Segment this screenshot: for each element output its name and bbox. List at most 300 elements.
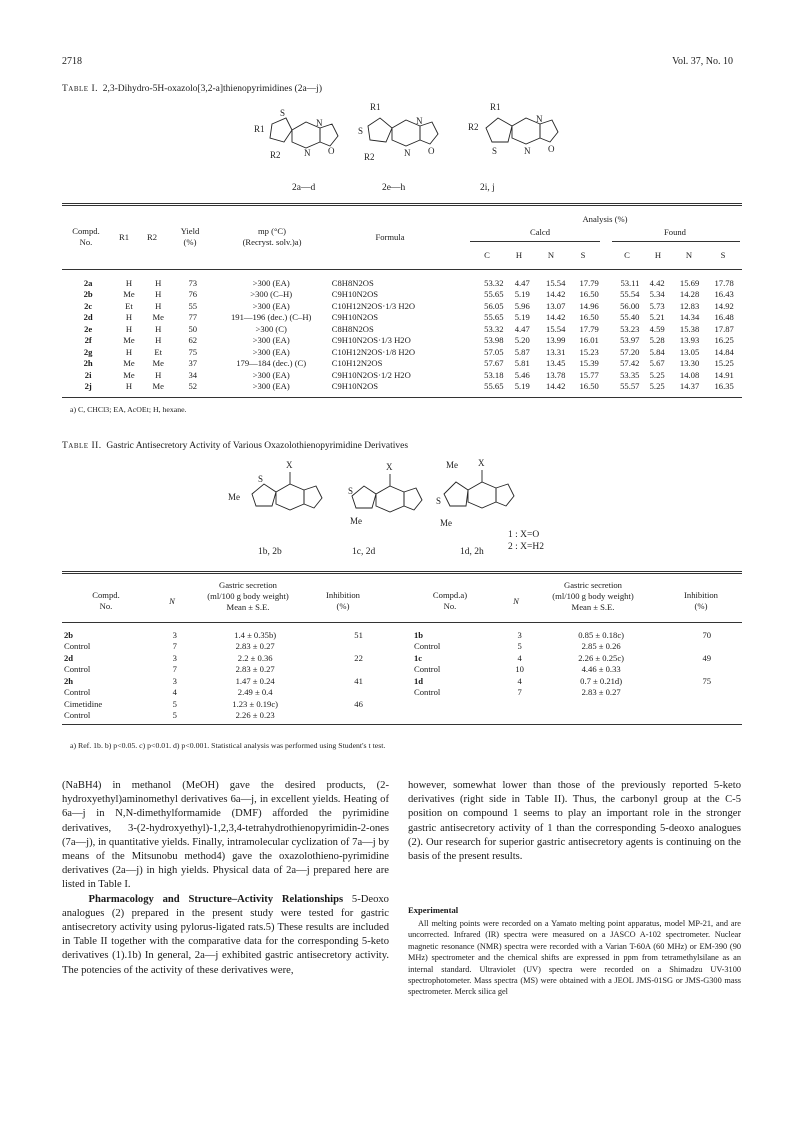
atom-label: S <box>348 486 354 496</box>
table-cell: 5 <box>172 698 177 709</box>
table-row <box>62 335 742 347</box>
body-right-column: however, somewhat lower than those of the previously reported 5-keto derivatives (right side in Table II). Thus, the carbonyl group at the C-5 position on compound 1 seems to play an important role in the stronger gastric antisecretory activity of 1 than the corresponding 5-deoxo analogues (2). Our research for superior gastric antisecretory agents is continuing on the basis of the present results. <box>408 780 741 863</box>
table-cell: 14.42 <box>546 289 566 300</box>
atom-label: N <box>316 118 323 128</box>
table-cell: 16.35 <box>714 381 734 392</box>
table-cell: 1.47 ± 0.24 <box>235 675 275 686</box>
table-cell: 55.65 <box>484 289 504 300</box>
table-cell: Control <box>414 641 441 652</box>
table-cell: Me <box>123 335 135 346</box>
table-cell: 4 <box>517 675 522 686</box>
table-cell: 13.99 <box>546 335 566 346</box>
table-cell: 5.19 <box>514 381 530 392</box>
t1-el: C <box>484 250 490 260</box>
t2-head-compd-left: Compd. No. <box>92 590 120 611</box>
legend-x-o: 1 : X=O <box>508 530 540 540</box>
t2-head-gastric-right: Gastric secretion (ml/100 g body weight) Mean ± S.E. <box>552 580 634 612</box>
table-cell: 0.7 ± 0.21d) <box>580 675 623 686</box>
t1-head-r1: R1 <box>118 232 130 242</box>
atom-label: X <box>478 458 485 468</box>
table-cell: >300 (EA) <box>252 277 290 288</box>
table-cell: 13.45 <box>546 358 566 369</box>
t1-el: N <box>547 250 555 260</box>
structure-label: 1c, 2d <box>352 547 376 557</box>
table-cell: Me <box>152 358 164 369</box>
table-cell: 53.32 <box>484 323 504 334</box>
body-left-column <box>62 779 389 978</box>
table-cell: 57.20 <box>620 346 640 357</box>
table-cell: C10H12N2OS·1/3 H2O <box>331 300 416 311</box>
table-cell: 179—184 (dec.) (C) <box>236 358 307 369</box>
table-row <box>412 629 742 641</box>
table-cell: 4.47 <box>514 277 530 288</box>
table-row <box>412 687 742 699</box>
t2-head-compd-right: Compd.a) No. <box>432 590 468 611</box>
table-cell: 5 <box>517 641 522 652</box>
table-cell: 55 <box>188 300 198 311</box>
table-cell: C8H8N2OS <box>331 277 374 288</box>
table-cell: 16.50 <box>579 312 599 323</box>
atom-label: R1 <box>490 102 501 112</box>
table-cell: 14.37 <box>679 381 700 392</box>
table-cell: 3 <box>172 629 177 640</box>
t2-head-gastric-left: Gastric secretion (ml/100 g body weight) Mean ± S.E. <box>207 580 289 612</box>
t1-head-mp: mp (°C) (Recryst. solv.)a) <box>242 226 302 247</box>
table-cell: 53.23 <box>620 323 640 334</box>
table-cell: >300 (EA) <box>252 300 290 311</box>
table-cell: 2d <box>64 652 74 663</box>
table-cell: 5.84 <box>649 346 665 357</box>
table-row <box>62 652 392 664</box>
table-cell: 2i <box>84 369 92 380</box>
table-cell: C9H10N2OS <box>331 289 379 300</box>
table-cell: 2g <box>83 346 93 357</box>
table-row <box>62 312 742 324</box>
table-cell: 2a <box>83 277 93 288</box>
atom-label: S <box>280 108 286 118</box>
table-cell: C10H12N2OS·1/8 H2O <box>331 346 416 357</box>
table-cell: 5.96 <box>514 300 530 311</box>
atom-label: S <box>358 126 364 136</box>
atom-label: N <box>416 116 423 126</box>
table-cell: 2.85 ± 0.26 <box>581 641 621 652</box>
table-cell: 3 <box>172 652 177 663</box>
table-row <box>62 698 392 710</box>
t1-head-yield: Yield (%) <box>180 226 200 247</box>
table-cell: 191—196 (dec.) (C–H) <box>230 312 312 323</box>
table-cell: 56.05 <box>484 300 504 311</box>
table-cell: 55.57 <box>620 381 640 392</box>
table-cell: 52 <box>188 381 198 392</box>
table-row <box>62 710 392 722</box>
table-cell: 4.42 <box>649 277 665 288</box>
table-cell: 16.43 <box>714 289 734 300</box>
atom-label: N <box>304 148 311 158</box>
table-row <box>412 652 742 664</box>
table-cell: >300 (C) <box>255 323 287 334</box>
table-cell: 2f <box>84 335 92 346</box>
table-cell: 5.28 <box>649 335 665 346</box>
table-cell: 2.26 ± 0.23 <box>235 710 275 721</box>
structure-label: 1b, 2b <box>258 547 282 557</box>
table1-caption-text: 2,3-Dihydro-5H-oxazolo[3,2-a]thienopyrimidines (2a—j) <box>102 84 322 94</box>
table1-structures <box>250 100 570 170</box>
table-cell: C9H10N2OS <box>331 312 379 323</box>
table-cell: H <box>125 312 133 323</box>
table-cell: 1.23 ± 0.19c) <box>232 698 279 709</box>
table2-caption-text: Gastric Antisecretory Activity of Various Oxazolothienopyrimidine Derivatives <box>106 441 409 451</box>
table-cell: H <box>125 323 133 334</box>
table-cell: 49 <box>702 652 712 663</box>
atom-label: R1 <box>254 124 265 134</box>
structure-2i-j <box>486 118 558 144</box>
table-cell: 53.98 <box>484 335 504 346</box>
table-cell: 13.78 <box>546 369 566 380</box>
table-cell: 17.79 <box>579 277 599 288</box>
table-cell: 7 <box>172 664 177 675</box>
table-cell: 15.54 <box>546 277 566 288</box>
table-cell: 14.08 <box>679 369 700 380</box>
table-cell: C9H10N2OS·1/2 H2O <box>331 369 411 380</box>
table-cell: H <box>125 381 133 392</box>
table-row <box>62 300 742 312</box>
table-cell: 14.96 <box>579 300 599 311</box>
pharmacology-text: 5-Deoxo analogues (2) prepared in the present study were tested for gastric antisecretory activity using pylorus-ligated rats.5) These results are included in Table II together with the comparative data for the corresponding 5-keto derivatives (1).1b) In general, 2a—j exhibited gastric antisecretory activity. The potencies of the activity of these derivatives were, <box>62 893 389 976</box>
table-cell: 16.25 <box>714 335 734 346</box>
table-cell: 3 <box>517 629 522 640</box>
table-cell: 16.50 <box>579 289 599 300</box>
atom-label: R2 <box>270 150 281 160</box>
table-cell: C8H8N2OS <box>331 323 374 334</box>
table-cell: 76 <box>188 289 198 300</box>
table-cell: 14.92 <box>714 300 734 311</box>
table-cell: 1d <box>414 675 424 686</box>
table2-footnote: a) Ref. 1b. b) p<0.05. c) p<0.01. d) p<0.001. Statistical analysis was performed using Student's t test. <box>70 741 386 750</box>
atom-label: R1 <box>370 102 381 112</box>
table2-left-body <box>62 629 392 721</box>
table-cell: >300 (EA) <box>252 369 290 380</box>
table-cell: 4.59 <box>649 323 665 334</box>
table-cell: 13.30 <box>679 358 700 369</box>
table-row <box>62 381 742 393</box>
table-cell: 55.65 <box>484 381 504 392</box>
experimental-heading: Experimental <box>408 905 459 915</box>
table-cell: 62 <box>188 335 198 346</box>
table-cell: >300 (EA) <box>252 381 290 392</box>
table-cell: Me <box>123 358 135 369</box>
table2-caption-label: Table II. <box>62 441 102 451</box>
table-cell: Cimetidine <box>64 698 103 709</box>
table-cell: 4 <box>172 687 177 698</box>
table-cell: 56.00 <box>620 300 640 311</box>
t1-el: H <box>515 250 523 260</box>
t1-head-calcd: Calcd <box>529 227 551 237</box>
table-cell: 53.32 <box>484 277 504 288</box>
table-cell: 14.28 <box>679 289 700 300</box>
table-cell: 5.34 <box>649 289 665 300</box>
table-cell: 14.84 <box>714 346 734 357</box>
table-cell: 37 <box>188 358 198 369</box>
atom-label: N <box>536 114 543 124</box>
table-cell: 55.65 <box>484 312 504 323</box>
table-cell: 14.42 <box>546 312 566 323</box>
table-cell: 14.34 <box>679 312 700 323</box>
table-cell: 4 <box>517 652 522 663</box>
table-cell: 53.35 <box>620 369 640 380</box>
table-cell: 5.19 <box>514 312 530 323</box>
atom-label: X <box>386 462 393 472</box>
table-cell: >300 (EA) <box>252 335 290 346</box>
table-cell: H <box>155 289 162 300</box>
table-cell: 41 <box>354 675 363 686</box>
table-cell: 3 <box>172 675 177 686</box>
table-cell: 2h <box>83 358 93 369</box>
table-cell: Me <box>123 369 135 380</box>
table-row <box>412 641 742 653</box>
atom-label: Me <box>440 518 452 528</box>
table-cell: Et <box>125 300 133 311</box>
atom-label: S <box>436 496 442 506</box>
t1-el: S <box>720 250 726 260</box>
atom-label: O <box>428 146 435 156</box>
atom-label: S <box>492 146 498 156</box>
table-cell: 1b <box>414 629 424 640</box>
table-cell: 13.31 <box>546 346 566 357</box>
table-cell: 17.78 <box>714 277 734 288</box>
table-cell: 15.39 <box>579 358 599 369</box>
table-cell: 55.54 <box>620 289 640 300</box>
table2-right-body <box>412 629 742 698</box>
table-cell: 16.50 <box>579 381 599 392</box>
table-cell: 22 <box>354 652 363 663</box>
atom-label: N <box>524 146 531 156</box>
table-cell: H <box>155 277 162 288</box>
table-cell: 5.19 <box>514 289 530 300</box>
t1-el: S <box>580 250 586 260</box>
table-cell: Control <box>414 687 441 698</box>
table1-footnote: a) C, CHCl3; EA, AcOEt; H, hexane. <box>70 405 187 414</box>
table-cell: 57.05 <box>484 346 504 357</box>
table-cell: Control <box>64 710 91 721</box>
table-row <box>412 675 742 687</box>
table-cell: >300 (EA) <box>252 346 290 357</box>
table-cell: Me <box>152 312 164 323</box>
table-cell: 17.79 <box>579 323 599 334</box>
t1-head-analysis: Analysis (%) <box>582 214 628 224</box>
table-cell: 13.93 <box>679 335 700 346</box>
table-cell: Me <box>123 289 135 300</box>
table-row <box>62 369 742 381</box>
structure-label: 2i, j <box>480 183 495 193</box>
table-cell: 2e <box>84 323 93 334</box>
table-cell: 50 <box>188 323 198 334</box>
structure-label: 1d, 2h <box>460 547 484 557</box>
table2-caption <box>62 441 408 451</box>
table-row <box>412 664 742 676</box>
table-cell: 5.20 <box>514 335 530 346</box>
table1-caption <box>62 84 322 94</box>
table-cell: 2.49 ± 0.4 <box>237 687 273 698</box>
table-cell: 53.18 <box>484 369 504 380</box>
table-cell: 16.48 <box>714 312 734 323</box>
pharmacology-heading: Pharmacology and Structure–Activity Relationships <box>88 893 344 905</box>
table-row <box>62 358 742 370</box>
experimental-text: All melting points were recorded on a Yamato melting point apparatus, model MP-21, and are uncorrected. Infrared (IR) spectra were measured on a JASCO A-102 spectrometer. Nuclear magnetic resonance (NMR) spectra were recorded with a Varian T-60A (60 MHz) or EM-390 (90 MHz) spectrometer and the chemical shifts are expressed in ppm from tetramethylsilane as an internal standard. Ultraviolet (UV) spectra were recorded on a Shimadzu UV-3100 spectrophotometer. Mass spectra (MS) were obtained with a JEOL JMS-01SG or JMS-G300 mass spectrometer. Merck silica gel <box>408 919 741 997</box>
structure-label: 2e—h <box>382 183 406 193</box>
table-cell: 10 <box>515 664 524 675</box>
table-cell: 5.25 <box>649 369 665 380</box>
t1-el: H <box>654 250 662 260</box>
table-cell: Control <box>64 641 91 652</box>
t2-head-n-left: N <box>169 596 175 606</box>
table-cell: 57.42 <box>620 358 640 369</box>
atom-label: Me <box>228 492 240 502</box>
table-cell: 2b <box>83 289 93 300</box>
table-cell: 2.83 ± 0.27 <box>235 664 275 675</box>
table-cell: 13.07 <box>546 300 566 311</box>
atom-label: S <box>258 474 264 484</box>
table-cell: C9H10N2OS <box>331 381 379 392</box>
table-cell: 2.83 ± 0.27 <box>235 641 275 652</box>
table-cell: 15.54 <box>546 323 566 334</box>
table-cell: 4.47 <box>514 323 530 334</box>
table-cell: 2d <box>83 312 93 323</box>
atom-label: R2 <box>364 152 375 162</box>
table-cell: 7 <box>172 641 177 652</box>
table-row <box>62 629 392 641</box>
table-cell: 1c <box>414 652 423 663</box>
table-cell: 34 <box>188 369 198 380</box>
table-cell: 14.91 <box>714 369 734 380</box>
table-cell: >300 (C–H) <box>250 289 293 300</box>
table-cell: 5.73 <box>649 300 665 311</box>
table-cell: 51 <box>354 629 363 640</box>
table-cell: 55.40 <box>620 312 640 323</box>
body-left-para: (NaBH4) in methanol (MeOH) gave the desired products, (2-hydroxyethyl)aminomethyl derivatives 6a—j, in excellent yields. Heating of 6a—j in N,N-dimethylformamide (DMF) afforded the pyrimidine derivatives, 3-(2-hydroxyethyl)-1,2,3,4-tetrahydrothienopyrimidin-2-ones (7a—j), in quantitative yields. Finally, intramolecular cyclization of 7a—j by means of the Mitsunobu method4) gave the oxazolothieno-pyrimidine derivatives (2a—j) in high yields. Physical data of 2a—j prepared here are listed in Table I. <box>62 780 389 891</box>
table-cell: 13.05 <box>679 346 700 357</box>
structure-2e-h <box>368 118 438 146</box>
table-row <box>62 323 742 335</box>
structure-2a-d <box>270 118 338 148</box>
table-cell: 2c <box>84 300 93 311</box>
atom-label: Me <box>446 460 458 470</box>
table-cell: 5.46 <box>514 369 530 380</box>
t2-head-n-right: N <box>513 596 519 606</box>
table-cell: H <box>125 346 133 357</box>
table-row <box>62 675 392 687</box>
table-cell: Et <box>154 346 163 357</box>
table-cell: 7 <box>517 687 522 698</box>
table-cell: 5 <box>172 710 177 721</box>
table-cell <box>672 687 742 699</box>
table-cell: 15.25 <box>714 358 734 369</box>
t2-head-inhibition-right: Inhibition (%) <box>684 590 718 611</box>
table-cell: 2.2 ± 0.36 <box>237 652 273 663</box>
table-cell <box>325 687 392 699</box>
table-cell: 15.77 <box>579 369 599 380</box>
atom-label: X <box>286 460 293 470</box>
table-cell: 2.26 ± 0.25c) <box>578 652 625 663</box>
t1-head-found: Found <box>664 227 686 237</box>
table-cell: H <box>155 369 162 380</box>
table-cell: 16.01 <box>579 335 599 346</box>
page-number: 2718 <box>62 56 82 67</box>
table-row <box>62 641 392 653</box>
table-cell: 53.97 <box>620 335 640 346</box>
table-cell: 57.67 <box>484 358 504 369</box>
table-cell: 53.11 <box>620 277 640 288</box>
table-cell <box>325 710 392 722</box>
table-cell: 5.87 <box>514 346 530 357</box>
table-cell: 14.42 <box>546 381 566 392</box>
t1-el: N <box>685 250 693 260</box>
table-row <box>62 687 392 699</box>
table-cell: 2h <box>64 675 74 686</box>
table-cell: 70 <box>702 629 712 640</box>
t1-head-r2: R2 <box>146 232 158 242</box>
table-cell: 15.38 <box>679 323 700 334</box>
table-cell: 2j <box>84 381 92 392</box>
structure-label: 2a—d <box>292 183 316 193</box>
table-cell: 2b <box>64 629 74 640</box>
table-cell: 5.81 <box>514 358 530 369</box>
table1-body <box>62 277 742 392</box>
table-cell: 75 <box>702 675 712 686</box>
table-cell: 5.25 <box>649 381 665 392</box>
table-cell: H <box>155 300 162 311</box>
table-cell: Control <box>64 664 91 675</box>
table-cell: Me <box>152 381 164 392</box>
table-cell <box>325 664 392 676</box>
table-cell: H <box>155 323 162 334</box>
table-cell: 73 <box>188 277 198 288</box>
table-cell: C10H12N2OS <box>331 358 383 369</box>
atom-label: O <box>328 146 335 156</box>
table-row <box>62 346 742 358</box>
table-cell: 77 <box>188 312 198 323</box>
table-row <box>62 664 392 676</box>
t1-head-formula: Formula <box>375 232 405 242</box>
atom-label: R2 <box>468 122 479 132</box>
table-row <box>62 289 742 301</box>
table-cell: 5.21 <box>649 312 665 323</box>
table-cell <box>672 641 742 653</box>
atom-label: O <box>548 144 555 154</box>
table-cell <box>672 664 742 676</box>
table-cell: 17.87 <box>714 323 734 334</box>
table-cell: C9H10N2OS·1/3 H2O <box>331 335 411 346</box>
atom-label: Me <box>350 516 362 526</box>
table-cell: Control <box>414 664 441 675</box>
table-cell: 2.83 ± 0.27 <box>581 687 621 698</box>
table1-caption-label: Table I. <box>62 84 98 94</box>
t1-el: C <box>624 250 630 260</box>
table-cell: 46 <box>354 698 363 709</box>
table-cell: 12.83 <box>679 300 700 311</box>
table2-structures <box>222 458 522 536</box>
t2-head-inhibition-left: Inhibition (%) <box>326 590 360 611</box>
atom-label: N <box>404 148 411 158</box>
table-cell: 15.23 <box>579 346 599 357</box>
table-cell: H <box>125 277 133 288</box>
t1-head-compd: Compd. No. <box>72 226 100 247</box>
table-cell <box>325 641 392 653</box>
journal-volume: Vol. 37, No. 10 <box>672 56 733 67</box>
table-cell: 75 <box>188 346 198 357</box>
table-row <box>62 277 742 289</box>
table-cell: 15.69 <box>679 277 700 288</box>
table-cell: 1.4 ± 0.35b) <box>234 629 277 640</box>
